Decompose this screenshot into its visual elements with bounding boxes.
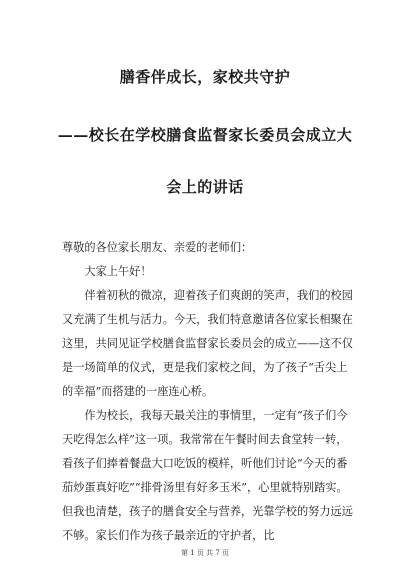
document-subtitle-line-1: ——校长在学校膳食监督家长委员会成立大 [57, 126, 353, 144]
document-title: 膳香伴成长，家校共守护 [119, 68, 291, 86]
paragraph-1: 伴着初秋的微凉，迎着孩子们爽朗的笑声，我们的校园又充满了生机与活力。今天，我们特意邀请各位家长相聚在这里，共同见证学校膳食监督家长委员会的成立——这不仅是一场简单的仪式，更是我们家校之间，为了孩子“舌尖上的幸福”而搭建的一座连心桥。 [62, 289, 353, 398]
paragraph-2: 作为校长，我每天最关注的事情里，一定有“孩子们今天吃得怎么样”这一项。我常常在午餐时间去食堂转一转，看孩子们捧着餐盘大口吃饭的模样，听他们讨论“今天的番茄炒蛋真好吃”“排骨汤里有好多玉米”，心里就特别踏实。但我也清楚，孩子的膳食安全与营养，光靠学校的努力远远不够。家长们作为孩子最亲近的守护者，比 [62, 409, 353, 542]
greeting: 大家上午好！ [84, 265, 152, 278]
document-body [62, 236, 354, 548]
salutation: 尊敬的各位家长朋友、亲爱的老师们： [62, 241, 253, 254]
page-number: 第 1 页 共 7 页 [180, 549, 230, 557]
document-subtitle-line-2: 会上的讲话 [166, 178, 244, 196]
